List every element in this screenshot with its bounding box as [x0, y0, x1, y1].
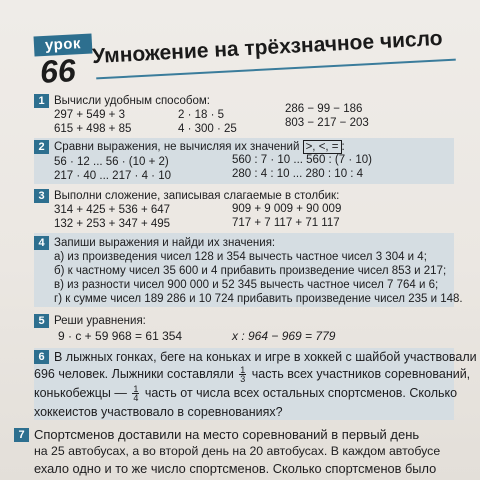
word-problem-line: хоккеистов участвовало в соревнованиях? [34, 405, 283, 419]
equation: 9 · c + 59 968 = 61 354 [58, 329, 183, 343]
expression: 615 + 498 + 85 [54, 123, 132, 135]
expression: 286 − 99 − 186 [285, 103, 363, 115]
fraction-numerator: 1 [240, 365, 246, 376]
task-prompt: Выполни сложение, записывая слагаемые в столбик: [54, 190, 340, 202]
fraction-one-third [239, 366, 246, 383]
expression: 803 − 217 − 203 [285, 117, 369, 129]
text-fragment: часть от числа всех остальных спортсменов. Сколько [144, 386, 458, 400]
expression: 132 + 253 + 347 + 495 [54, 218, 171, 230]
task-number: 4 [34, 236, 49, 250]
fraction-one-fourth [132, 385, 139, 402]
comparison-signs: >, <, = [303, 140, 342, 154]
task-prompt: Запиши выражения и найди их значения: [54, 237, 276, 249]
equation: x : 964 − 969 = 779 [232, 329, 336, 343]
expression: 297 + 549 + 3 [54, 109, 125, 121]
expression: 314 + 425 + 536 + 647 [54, 204, 171, 216]
expression: 717 + 7 117 + 71 117 [232, 217, 340, 229]
prompt-colon: : [341, 141, 345, 153]
task-prompt: Вычисли удобным способом: [54, 95, 210, 107]
expression: 2 · 18 · 5 [178, 109, 225, 121]
expression: 4 · 300 · 25 [178, 123, 237, 135]
expression: 560 : 7 · 10 ... 560 : (7 · 10) [232, 154, 372, 166]
prompt-text: Сравни выражения, не вычисляя их значений [54, 141, 300, 153]
text-fragment: часть всех участников соревнований, [251, 367, 471, 381]
text-fragment: 696 человек. Лыжники составляли [34, 367, 234, 381]
task-prompt [54, 140, 345, 154]
fraction-denominator: 3 [240, 374, 246, 385]
expression: 280 : 4 : 10 ... 280 : 10 : 4 [232, 168, 364, 180]
task-number: 3 [34, 189, 49, 203]
list-item: б) к частному чисел 35 600 и 4 прибавить произведение чисел 853 и 217; [54, 265, 447, 277]
page-title: Умножение на трёхзначное число [91, 26, 444, 69]
text-fragment: конькобежцы — [34, 386, 127, 400]
task-number: 5 [34, 314, 49, 328]
task-number: 7 [14, 428, 29, 442]
expression: 217 · 40 ... 217 · 4 · 10 [54, 170, 171, 182]
word-problem-line: ехало одно и то же число спортсменов. Сколько спортсменов было [34, 461, 437, 476]
task-number: 6 [34, 350, 49, 364]
list-item: г) к сумме чисел 189 286 и 10 724 прибавить произведение чисел 235 и 148. [54, 293, 463, 305]
fraction-numerator: 1 [133, 384, 139, 395]
word-problem-line: на 25 автобусах, а во второй день на 20 автобусах. В каждом автобусе [34, 444, 441, 458]
task-prompt: Реши уравнения: [54, 315, 146, 327]
task-number: 2 [34, 140, 49, 154]
word-problem-line: Спортсменов доставили на место соревнований в первый день [34, 427, 420, 442]
word-problem-line [34, 366, 470, 383]
fraction-denominator: 4 [133, 393, 139, 404]
word-problem-line: В лыжных гонках, беге на коньках и игре в хоккей с шайбой участвовали [54, 350, 477, 364]
expression: 909 + 9 009 + 90 009 [232, 203, 342, 215]
list-item: а) из произведения чисел 128 и 354 вычесть частное чисел 3 304 и 4; [54, 251, 427, 263]
expression: 56 · 12 ... 56 · (10 + 2) [54, 156, 169, 168]
task-number: 1 [34, 94, 49, 108]
lesson-number: 66 [39, 52, 77, 90]
list-item: в) из разности чисел 900 000 и 52 345 вычесть частное чисел 7 764 и 6; [54, 279, 439, 291]
word-problem-line [34, 385, 457, 402]
lesson-badge: урок [34, 33, 93, 56]
